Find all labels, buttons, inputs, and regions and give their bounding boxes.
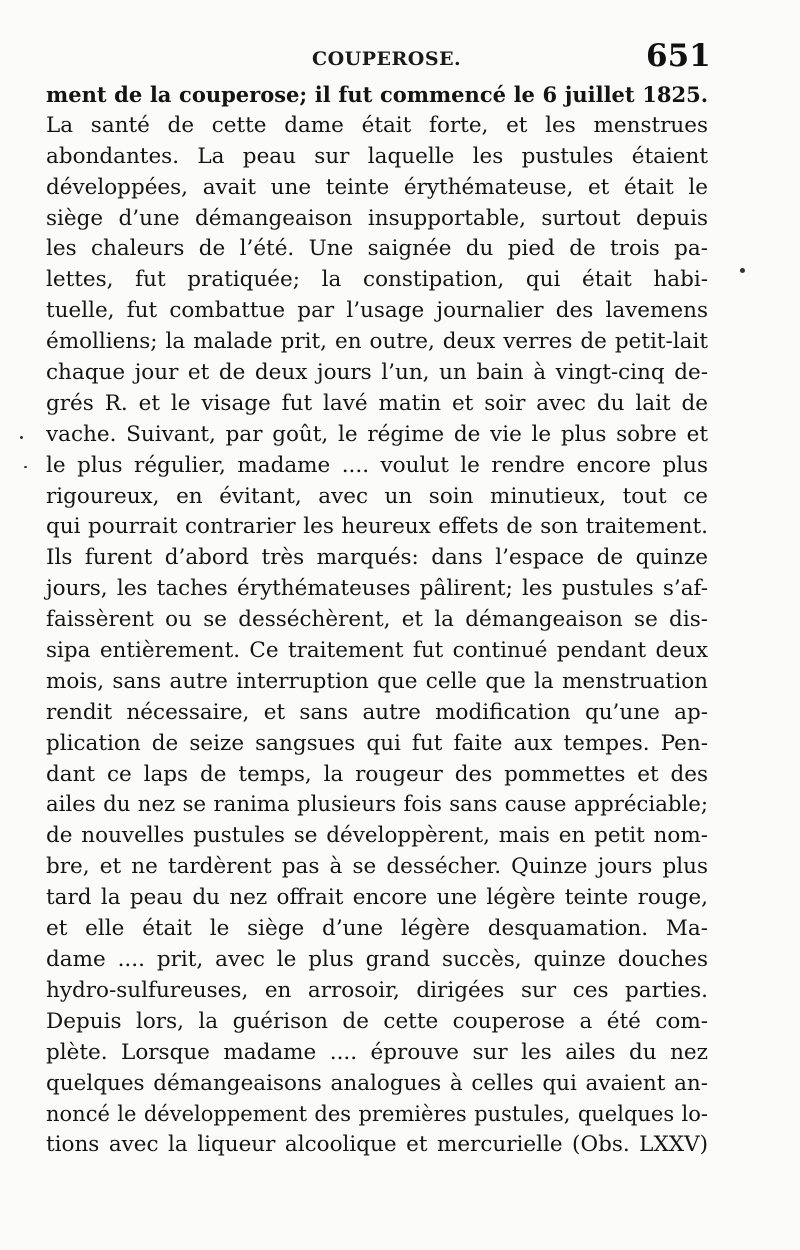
text-line: La santé de cette dame était forte, et les menstrues [46,112,708,138]
text-line: tuelle, fut combattue par l’usage journalier des lavemens [46,298,708,324]
text-line: plication de seize sangsues qui fut faite aux tempes. Pen- [46,730,708,756]
text-line: bre, et ne tardèrent pas à se dessécher. Quinze jours plus [46,854,708,880]
text-line: tard la peau du nez offrait encore une légère teinte rouge, [46,885,708,911]
running-head [0,38,800,78]
text-line: le plus régulier, madame .... voulut le rendre encore plus [46,452,708,478]
text-line: émolliens; la malade prit, en outre, deux verres de petit-lait [46,329,708,355]
text-line: noncé le développement des premières pustules, quelques lo- [46,1102,708,1127]
ink-speck [20,436,23,439]
page-number: 651 [646,38,711,74]
text-line: ailes du nez se ranima plusieurs fois sans cause appréciable; [46,792,708,818]
text-line: hydro-sulfureuses, en arrosoir, dirigées sur ces parties. [46,977,708,1003]
text-line: Depuis lors, la guérison de cette couperose a été com- [46,1008,708,1034]
text-line: faissèrent ou se desséchèrent, et la démangeaison se dis- [46,607,708,633]
ink-speck [24,466,27,468]
text-line: chaque jour et de deux jours l’un, un bain à vingt-cinq de- [46,360,708,386]
text-line: Ils furent d’abord très marqués: dans l’espace de quinze [46,545,708,571]
running-title: COUPEROSE. [312,48,462,70]
text-line: les chaleurs de l’été. Une saignée du pied de trois pa- [46,236,708,262]
text-line: grés R. et le visage fut lavé matin et soir avec du lait de [46,390,708,416]
text-line: qui pourrait contrarier les heureux effets de son traitement. [46,514,708,540]
ink-speck [740,268,745,273]
text-line: rendit nécessaire, et sans autre modification qu’une ap- [46,699,708,725]
text-line: tions avec la liqueur alcoolique et mercurielle (Obs. LXXV) [46,1132,708,1158]
text-line: dame .... prit, avec le plus grand succès, quinze douches [46,946,708,972]
text-line: quelques démangeaisons analogues à celles qui avaient an- [46,1070,708,1096]
text-line: dant ce laps de temps, la rougeur des pommettes et des [46,761,708,787]
text-line: développées, avait une teinte érythémateuse, et était le [46,174,708,200]
text-line: jours, les taches érythémateuses pâlirent; les pustules s’af- [46,576,708,602]
text-line: sipa entièrement. Ce traitement fut continué pendant deux [46,638,708,664]
text-line: plète. Lorsque madame .... éprouve sur les ailes du nez [46,1039,708,1065]
text-line: vache. Suivant, par goût, le régime de vie le plus sobre et [46,421,708,447]
text-line: lettes, fut pratiquée; la constipation, qui était habi- [46,267,708,293]
text-line: mois, sans autre interruption que celle que la menstruation [46,668,708,694]
text-line: et elle était le siège d’une légère desquamation. Ma- [46,916,708,942]
text-line: abondantes. La peau sur laquelle les pustules étaient [46,143,708,169]
text-line: siège d’une démangeaison insupportable, surtout depuis [46,205,708,231]
text-line: de nouvelles pustules se développèrent, mais en petit nom- [46,823,708,849]
text-line: rigoureux, en évitant, avec un soin minutieux, tout ce [46,483,708,509]
text-line: ment de la couperose; il fut commencé le 6 juillet 1825. [46,82,708,107]
body-text [46,80,708,1161]
